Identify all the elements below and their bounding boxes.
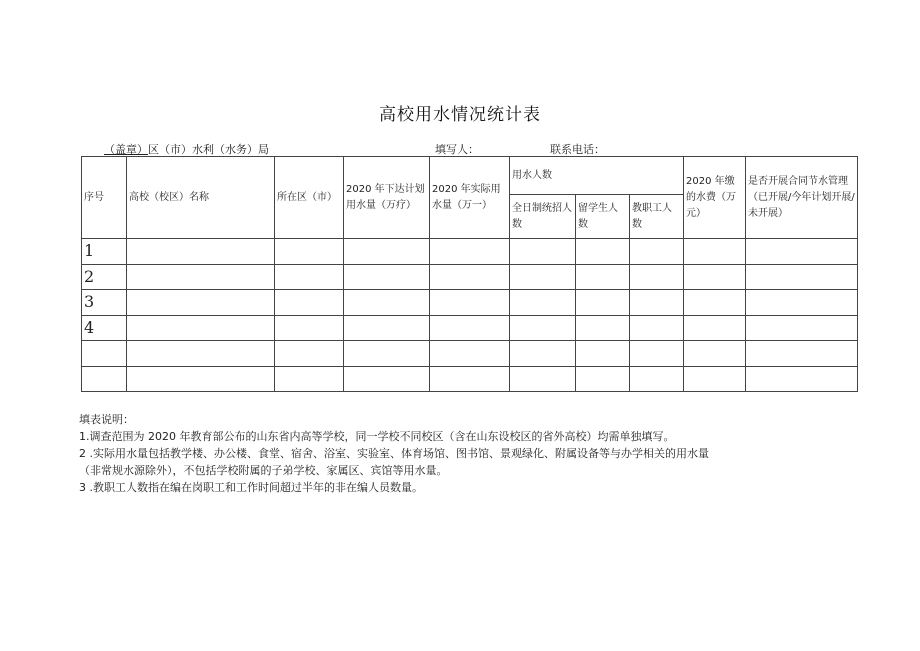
cell-actual[interactable] — [430, 341, 510, 367]
cell-contract[interactable] — [746, 239, 858, 265]
stamp-label: （盖章） — [104, 143, 148, 156]
table-row — [82, 366, 858, 392]
row-seq: 4 — [82, 315, 127, 341]
cell-fulltime[interactable] — [510, 315, 576, 341]
col-header-fulltime: 全日制统招人数 — [510, 195, 576, 239]
cell-actual[interactable] — [430, 366, 510, 392]
cell-name[interactable] — [127, 290, 275, 316]
col-header-actual: 2020 年实际用水量（万一） — [430, 157, 510, 239]
cell-district[interactable] — [275, 366, 344, 392]
cell-planned[interactable] — [344, 264, 430, 290]
page-title: 高校用水情况统计表 — [379, 105, 541, 125]
col-header-users-group: 用水人数 — [510, 157, 684, 195]
cell-contract[interactable] — [746, 341, 858, 367]
instruction-item: 3 .教职工人数指在编在岗职工和工作时间超过半年的非在编人员数量。 — [79, 481, 423, 494]
cell-actual[interactable] — [430, 315, 510, 341]
cell-district[interactable] — [275, 315, 344, 341]
col-header-planned: 2020 年下达计划用水量（万疗） — [344, 157, 430, 239]
cell-intl[interactable] — [576, 341, 630, 367]
cell-fulltime[interactable] — [510, 239, 576, 265]
cell-name[interactable] — [127, 341, 275, 367]
cell-fee[interactable] — [684, 290, 746, 316]
phone-label: 联系电话： — [550, 143, 605, 156]
col-header-district: 所在区（市） — [275, 157, 344, 239]
row-seq: 2 — [82, 264, 127, 290]
instruction-item: （非常规水源除外），不包括学校附属的子弟学校、家属区、宾馆等用水量。 — [79, 464, 448, 477]
cell-planned[interactable] — [344, 239, 430, 265]
cell-planned[interactable] — [344, 290, 430, 316]
cell-intl[interactable] — [576, 290, 630, 316]
table-row — [82, 239, 858, 265]
col-header-name: 高校（校区）名称 — [127, 157, 275, 239]
cell-planned[interactable] — [344, 366, 430, 392]
cell-contract[interactable] — [746, 366, 858, 392]
cell-actual[interactable] — [430, 239, 510, 265]
cell-contract[interactable] — [746, 315, 858, 341]
cell-staff[interactable] — [630, 341, 684, 367]
cell-fulltime[interactable] — [510, 290, 576, 316]
cell-fulltime[interactable] — [510, 366, 576, 392]
cell-fulltime[interactable] — [510, 264, 576, 290]
cell-name[interactable] — [127, 264, 275, 290]
cell-fee[interactable] — [684, 341, 746, 367]
col-header-staff: 教职工人数 — [630, 195, 684, 239]
filler-label: 填写人： — [435, 143, 479, 156]
organization-field — [104, 141, 269, 157]
cell-fulltime[interactable] — [510, 341, 576, 367]
cell-name[interactable] — [127, 315, 275, 341]
table-row — [82, 290, 858, 316]
instructions — [79, 411, 879, 496]
cell-intl[interactable] — [576, 366, 630, 392]
table-row — [82, 315, 858, 341]
table-row — [82, 341, 858, 367]
col-header-fee: 2020 年缴的水费（万元） — [684, 157, 746, 239]
cell-fee[interactable] — [684, 315, 746, 341]
cell-name[interactable] — [127, 239, 275, 265]
table-row — [82, 264, 858, 290]
col-header-contract: 是否开展合同节水管理（已开展/今年计划开展/未开展） — [746, 157, 858, 239]
row-seq — [82, 341, 127, 367]
instruction-item: 1.调查范围为 2020 年教育部公布的山东省内高等学校，同一学校不同校区（含在山东设校区的省外高校）均需单独填写。 — [79, 430, 675, 443]
cell-intl[interactable] — [576, 315, 630, 341]
row-seq: 3 — [82, 290, 127, 316]
cell-district[interactable] — [275, 264, 344, 290]
cell-planned[interactable] — [344, 315, 430, 341]
cell-contract[interactable] — [746, 264, 858, 290]
cell-district[interactable] — [275, 290, 344, 316]
cell-intl[interactable] — [576, 239, 630, 265]
cell-district[interactable] — [275, 341, 344, 367]
cell-staff[interactable] — [630, 290, 684, 316]
row-seq — [82, 366, 127, 392]
cell-district[interactable] — [275, 239, 344, 265]
organization-label: 区（市）水利（水务）局 — [148, 143, 269, 156]
row-seq: 1 — [82, 239, 127, 265]
cell-staff[interactable] — [630, 366, 684, 392]
cell-staff[interactable] — [630, 264, 684, 290]
cell-contract[interactable] — [746, 290, 858, 316]
cell-fee[interactable] — [684, 366, 746, 392]
cell-fee[interactable] — [684, 264, 746, 290]
cell-fee[interactable] — [684, 239, 746, 265]
cell-intl[interactable] — [576, 264, 630, 290]
col-header-seq: 序号 — [82, 157, 127, 239]
cell-staff[interactable] — [630, 239, 684, 265]
col-header-intl: 留学生人数 — [576, 195, 630, 239]
cell-name[interactable] — [127, 366, 275, 392]
cell-planned[interactable] — [344, 341, 430, 367]
instruction-item: 2 .实际用水量包括教学楼、办公楼、食堂、宿舍、浴室、实验室、体育场馆、图书馆、景观绿化、附属设备等与办学相关的用水量 — [79, 447, 709, 460]
cell-staff[interactable] — [630, 315, 684, 341]
water-usage-table — [81, 156, 858, 392]
cell-actual[interactable] — [430, 290, 510, 316]
instructions-heading: 填表说明： — [79, 413, 134, 426]
cell-actual[interactable] — [430, 264, 510, 290]
